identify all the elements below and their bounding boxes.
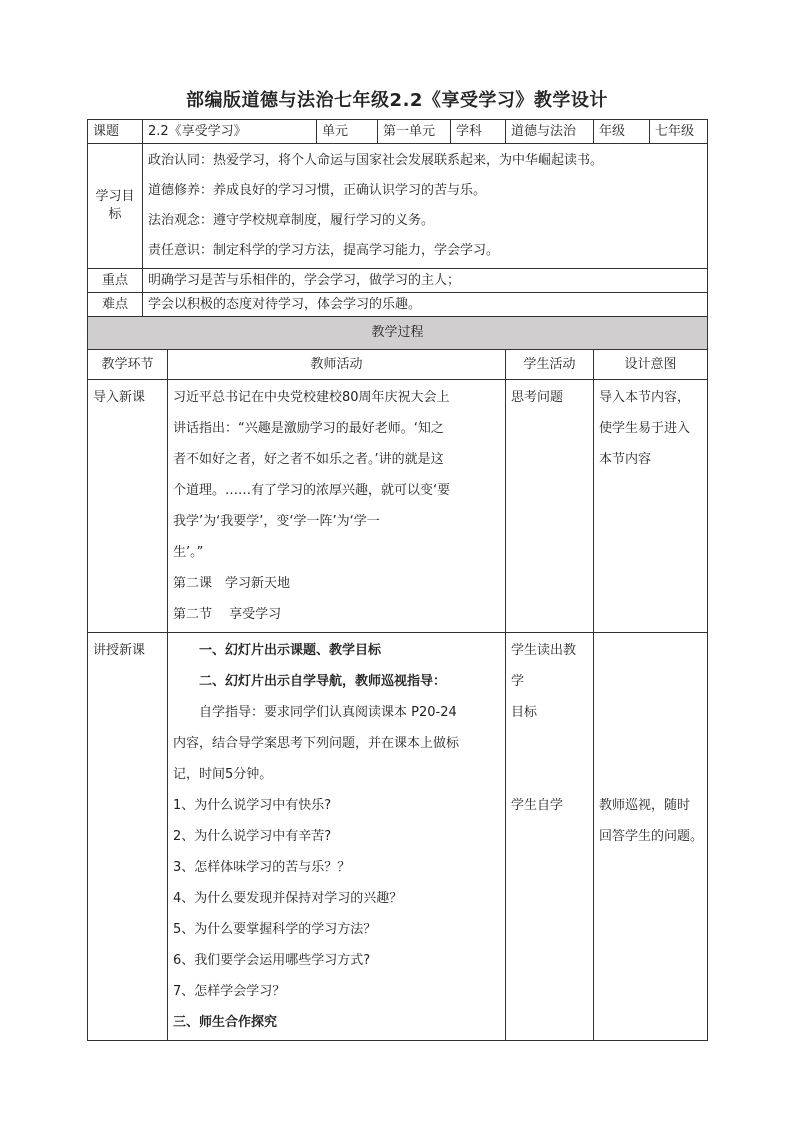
- intro-intent-line: 本节内容: [599, 452, 652, 467]
- key-point-label: 重点: [88, 269, 143, 293]
- question-item: 3、怎样体味学习的苦与乐？？: [173, 860, 351, 875]
- step-one: 一、幻灯片出示课题、教学目标: [199, 643, 382, 658]
- step-two: 二、幻灯片出示自学导航，教师巡视指导：: [199, 674, 447, 689]
- question-item: 1、为什么说学习中有快乐?: [173, 798, 332, 813]
- process-title-row: [88, 317, 708, 350]
- intro-teacher: [168, 380, 506, 633]
- student-line: 目标: [511, 705, 538, 720]
- intent-line: 教师巡视，随时: [599, 798, 691, 813]
- intro-text-line: 习近平总书记在中央党校建校80周年庆祝大会上: [173, 390, 450, 405]
- col-intent: 设计意图: [594, 350, 708, 380]
- question-item: 7、怎样学会学习？: [173, 984, 286, 999]
- page-title: 部编版道德与法治七年级2.2《享受学习》教学设计: [186, 90, 608, 111]
- difficulty-value: 学会以积极的态度对待学习，体会学习的乐趣。: [143, 293, 708, 317]
- question-item: 2、为什么说学习中有辛苦?: [173, 829, 332, 844]
- new-lesson-student: [506, 633, 594, 1041]
- intro-intent-line: 导入本节内容，: [599, 390, 691, 405]
- process-title: 教学过程: [88, 317, 708, 350]
- key-point-value: 明确学习是苦与乐相伴的，学会学习，做学习的主人；: [143, 269, 708, 293]
- goals-label: 学习目标: [88, 144, 143, 269]
- new-lesson-stage: 讲授新课: [88, 633, 168, 1041]
- guide-line: 记，时间5分钟。: [173, 767, 273, 782]
- goals-content: [143, 144, 708, 269]
- difficulty-row: [88, 293, 708, 317]
- guide-line: 自学指导：要求同学们认真阅读课本 P20-24: [199, 705, 457, 720]
- grade-label: 年级: [594, 120, 650, 144]
- goal-moral: 道德修养：养成良好的学习习惯，正确认识学习的苦与乐。: [148, 183, 487, 198]
- question-item: 6、我们要学会运用哪些学习方式?: [173, 953, 371, 968]
- goals-row: [88, 144, 708, 269]
- difficulty-label: 难点: [88, 293, 143, 317]
- process-header-row: [88, 350, 708, 380]
- question-item: 5、为什么要掌握科学的学习方法？: [173, 922, 377, 937]
- intro-stage: 导入新课: [88, 380, 168, 633]
- col-stage: 教学环节: [88, 350, 168, 380]
- new-lesson-row: [88, 633, 708, 1041]
- new-lesson-intent: [594, 633, 708, 1041]
- intro-student: 思考问题: [506, 380, 594, 633]
- step-three: 三、师生合作探究: [173, 1015, 278, 1030]
- student-self-study: 学生自学: [511, 798, 564, 813]
- unit-value: 第一单元: [378, 120, 451, 144]
- intent-line: 回答学生的问题。: [599, 829, 704, 844]
- key-point-row: [88, 269, 708, 293]
- intro-text-line: 讲话指出：“兴趣是激励学习的最好老师。‘知之: [173, 421, 444, 436]
- col-teacher: 教师活动: [168, 350, 506, 380]
- intro-intent: [594, 380, 708, 633]
- lesson-value: 2.2《享受学习》: [143, 120, 317, 144]
- header-row: [88, 120, 708, 144]
- grade-value: 七年级: [650, 120, 708, 144]
- intro-text-line: 生’。”: [173, 545, 204, 560]
- intro-text-line: 者不如好之者，好之者不如乐之者。’讲的就是这: [173, 452, 444, 467]
- unit-label: 单元: [317, 120, 378, 144]
- goal-political: 政治认同：热爱学习，将个人命运与国家社会发展联系起来，为中华崛起读书。: [148, 153, 604, 168]
- intro-text-line: 个道理。……有了学习的浓厚兴趣，就可以变‘要: [173, 483, 451, 498]
- col-student: 学生活动: [506, 350, 594, 380]
- subject-label: 学科: [451, 120, 506, 144]
- intro-intent-line: 使学生易于进入: [599, 421, 691, 436]
- lesson-label: 课题: [88, 120, 143, 144]
- intro-text-line: 第二节 享受学习: [173, 607, 282, 622]
- new-lesson-teacher: [168, 633, 506, 1041]
- lesson-plan-table: [87, 119, 708, 1041]
- guide-line: 内容，结合导学案思考下列问题，并在课本上做标: [173, 736, 460, 751]
- intro-text-line: 我学’为‘我要学’，变‘学一阵’为‘学一: [173, 514, 380, 529]
- intro-text-line: 第二课 学习新天地: [173, 576, 291, 591]
- goal-law: 法治观念：遵守学校规章制度，履行学习的义务。: [148, 213, 435, 228]
- intro-row: [88, 380, 708, 633]
- subject-value: 道德与法治: [506, 120, 594, 144]
- question-item: 4、为什么要发现并保持对学习的兴趣？: [173, 891, 403, 906]
- student-line: 学生读出教学: [511, 643, 577, 689]
- goal-responsibility: 责任意识：制定科学的学习方法，提高学习能力，学会学习。: [148, 243, 500, 258]
